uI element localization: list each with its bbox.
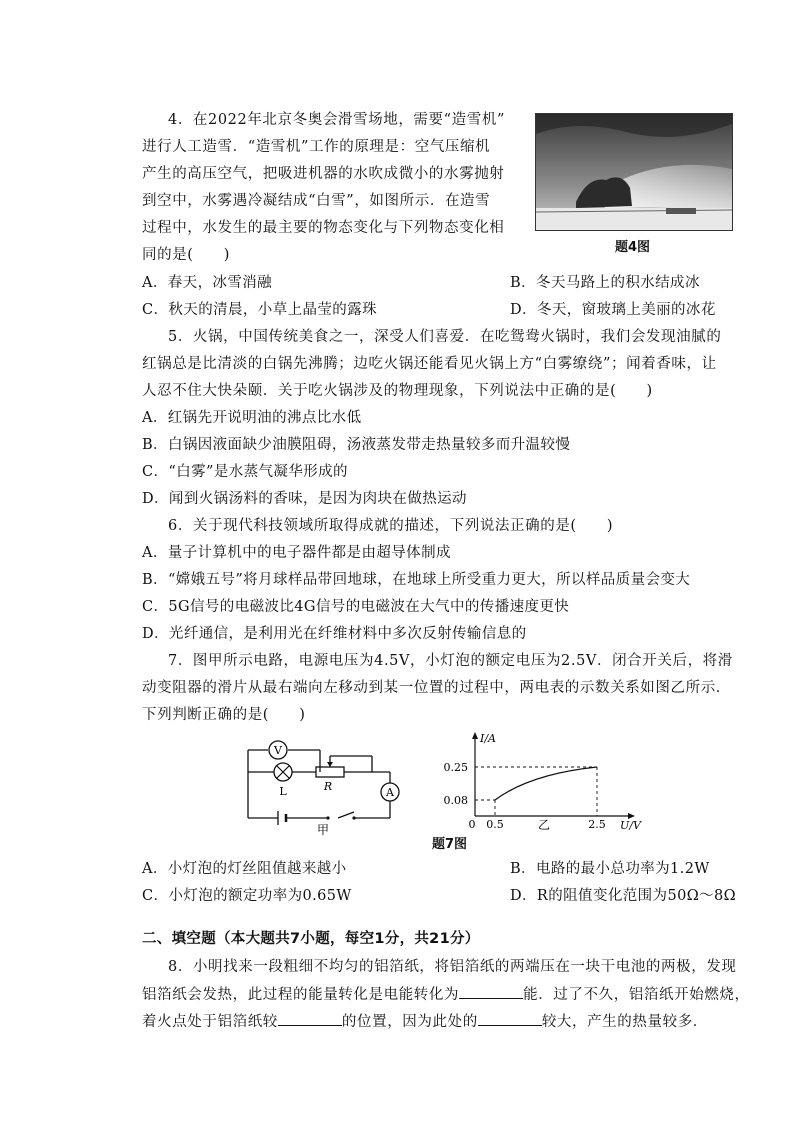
q8-line-1: 8．小明找来一段粗细不均匀的铝箔纸，将铝箔纸的两端压在一块干电池的两极，发现 — [168, 959, 737, 975]
ammeter-label: A — [386, 786, 394, 799]
graph-ytick-008: 0.08 — [443, 794, 468, 807]
q8-line-3 — [142, 1011, 708, 1032]
circuit-diagram — [240, 738, 420, 838]
circuit-label: 甲 — [316, 823, 330, 837]
graph-xtick-0: 0 — [468, 818, 476, 830]
q5-line-1: 5．火锅，中国传统美食之一，深受人们喜爱．在吃鸳鸯火锅时，我们会发现油腻的 — [168, 329, 722, 345]
q4-line-3: 产生的高压空气，把吸进机器的水吹成微小的水雾抛射 — [142, 166, 505, 182]
q4-line-2: 进行人工造雪．“造雪机”工作的原理是：空气压缩机 — [142, 139, 491, 155]
q6-option-d[interactable]: D．光纤通信，是利用光在纤维材料中多次反射传输信息的 — [142, 626, 527, 642]
q7-option-a[interactable]: A．小灯泡的灯丝阻值越来越小 — [142, 861, 347, 877]
graph-xtick-05: 0.5 — [486, 818, 504, 830]
q8-line-3-text-c: 较大，产生的热量较多． — [541, 1014, 708, 1030]
snow-machine-photo — [535, 113, 733, 231]
q8-blank-1[interactable] — [459, 984, 523, 999]
graph-label: 乙 — [537, 818, 551, 830]
q7-line-3: 下列判断正确的是( ) — [142, 707, 306, 723]
q8-line-2-text-b: 能．过了不久，铝箔纸开始燃烧， — [523, 987, 750, 1003]
lamp-label: L — [279, 785, 287, 798]
q5-option-d[interactable]: D．闻到火锅汤料的香味，是因为肉块在做热运动 — [142, 491, 467, 507]
q8-line-3-text-b: 的位置，因为此处的 — [341, 1014, 478, 1030]
q8-blank-3[interactable] — [478, 1011, 542, 1026]
voltmeter-label: V — [274, 744, 282, 757]
q6-line-1: 6．关于现代科技领域所取得成就的描述，下列说法正确的是( ) — [168, 518, 614, 534]
q7-option-b[interactable]: B．电路的最小总功率为1.2W — [510, 861, 710, 877]
q7-line-2: 动变阻器的滑片从最右端向左移动到某一位置的过程中，两电表的示数关系如图乙所示． — [142, 680, 731, 696]
q6-option-c[interactable]: C．5G信号的电磁波比4G信号的电磁波在大气中的传播速度更快 — [142, 599, 570, 615]
section-2-title: 二、填空题（本大题共7小题，每空1分，共21分） — [142, 931, 480, 947]
q4-line-4: 到空中，水雾遇冷凝结成“白雪”，如图所示．在造雪 — [142, 193, 491, 209]
q4-line-5: 过程中，水发生的最主要的物态变化与下列物态变化相 — [142, 220, 505, 236]
graph-ylabel: I/A — [480, 732, 496, 745]
graph-ytick-025: 0.25 — [443, 761, 468, 774]
q7-line-1: 7．图甲所示电路，电源电压为4.5V，小灯泡的额定电压为2.5V．闭合开关后，将滑 — [168, 653, 733, 669]
q7-option-d[interactable]: D．R的阻值变化范围为50Ω～8Ω — [510, 888, 737, 904]
q5-option-c[interactable]: C．“白雾”是水蒸气凝华形成的 — [142, 464, 348, 480]
q8-line-2 — [142, 984, 750, 1005]
q5-line-2: 红锅总是比清淡的白锅先沸腾；边吃火锅还能看见火锅上方“白雾缭绕”；闻着香味，让 — [142, 356, 717, 372]
q6-option-b[interactable]: B．“嫦娥五号”将月球样品带回地球，在地球上所受重力更大，所以样品质量会变大 — [142, 572, 691, 588]
q8-line-2-text-a: 铝箔纸会发热，此过程的能量转化是电能转化为 — [142, 987, 460, 1003]
q7-figure-caption: 题7图 — [432, 837, 468, 852]
rheostat-label: R — [323, 780, 333, 793]
q4-option-d[interactable]: D．冬天，窗玻璃上美丽的冰花 — [510, 302, 716, 318]
q4-line-1: 4．在2022年北京冬奥会滑雪场地，需要“造雪机” — [168, 112, 505, 128]
q4-option-c[interactable]: C．秋天的清晨，小草上晶莹的露珠 — [142, 302, 377, 318]
q4-option-a[interactable]: A．春天，冰雪消融 — [142, 275, 273, 291]
graph-xtick-25: 2.5 — [588, 818, 606, 830]
q5-line-3: 人忍不住大快朵颐．关于吃火锅涉及的物理现象，下列说法中正确的是( ) — [142, 383, 653, 399]
q7-option-c[interactable]: C．小灯泡的额定功率为0.65W — [142, 888, 352, 904]
q8-line-3-text-a: 着火点处于铝箔纸较 — [142, 1014, 278, 1030]
q4-figure-caption: 题4图 — [615, 240, 651, 255]
q4-line-6: 同的是( ) — [142, 247, 231, 263]
q6-option-a[interactable]: A．量子计算机中的电子器件都是由超导体制成 — [142, 545, 451, 561]
iu-graph — [430, 730, 660, 830]
iu-curve — [495, 767, 597, 800]
q5-option-b[interactable]: B．白锅因液面缺少油膜阻碍，汤液蒸发带走热量较多而升温较慢 — [142, 437, 571, 453]
q4-option-b[interactable]: B．冬天马路上的积水结成冰 — [510, 275, 700, 291]
q8-blank-2[interactable] — [278, 1011, 342, 1026]
q5-option-a[interactable]: A．红锅先开说明油的沸点比水低 — [142, 410, 362, 426]
graph-xlabel: U/V — [620, 819, 641, 830]
